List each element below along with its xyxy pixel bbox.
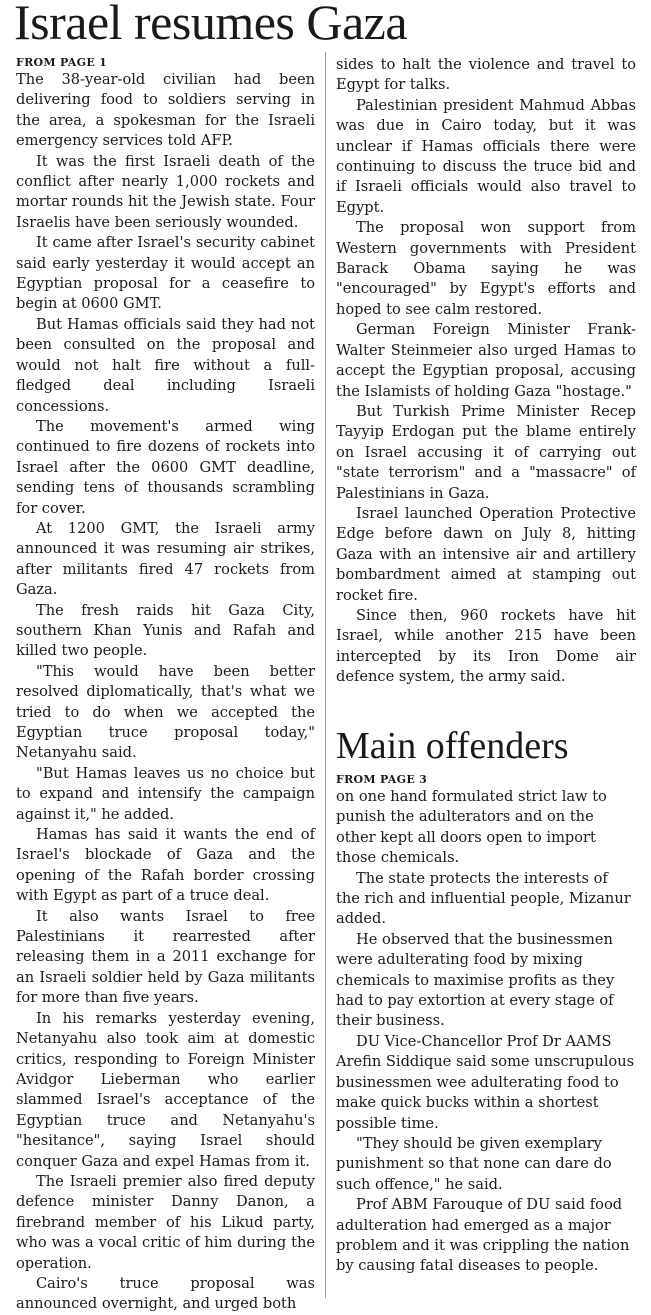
continuation-kicker: FROM PAGE 1 bbox=[16, 56, 108, 69]
article-paragraph: sides to halt the violence and travel to Egypt for talks. bbox=[336, 56, 636, 94]
second-story-headline: Main offenders bbox=[336, 725, 569, 767]
story-headline: Israel resumes Gaza bbox=[14, 0, 408, 50]
article-paragraph: At 1200 GMT, the Israeli army announced it was resuming air strikes, after militants fired 47 rockets from Gaza. bbox=[16, 519, 315, 599]
article-paragraph: The Israeli premier also fired deputy defence minister Danny Danon, a firebrand member of his Likud party, who was a vocal critic of him during the operation. bbox=[16, 1172, 315, 1272]
article-paragraph: But Turkish Prime Minister Recep Tayyip Erdogan put the blame entirely on Israel accusing it of carrying out "state terrorism" and a "massacre" of Palestinians in Gaza. bbox=[336, 402, 636, 502]
article-paragraph: It was the first Israeli death of the conflict after nearly 1,000 rockets and mortar rounds hit the Jewish state. Four Israelis have been seriously wounded. bbox=[16, 152, 315, 231]
article-paragraph: DU Vice-Chancellor Prof Dr AAMS Arefin Siddique said some unscrupulous businessmen wee adulterating food to make quick bucks within a shortest possible time. bbox=[336, 1032, 635, 1132]
article-paragraph: It came after Israel's security cabinet said early yesterday it would accept an Egyptian proposal for a ceasefire to begin at 0600 GMT. bbox=[16, 234, 315, 313]
story-left-column bbox=[16, 55, 315, 1313]
article-paragraph: The state protects the interests of the rich and influential people, Mizanur added. bbox=[336, 869, 631, 928]
article-paragraph: He observed that the businessmen were adulterating food by mixing chemicals to maximise profits as they had to pay extortion at every stage of their business. bbox=[336, 930, 615, 1030]
article-paragraph: on one hand formulated strict law to punish the adulterators and on the other kept all doors open to import those chemicals. bbox=[336, 788, 607, 867]
article-paragraph: Since then, 960 rockets have hit Israel, while another 215 have been intercepted by its Iron Dome air defence system, the army said. bbox=[336, 606, 636, 686]
article-paragraph: "This would have been better resolved diplomatically, that's what we tried to do when we accepted the Egyptian truce proposal today," Netanyahu said. bbox=[16, 662, 315, 762]
article-paragraph: Israel launched Operation Protective Edge before dawn on July 8, hitting Gaza with an intensive air and artillery bombardment aimed at stamping out rocket fire. bbox=[336, 504, 636, 604]
article-paragraph: Palestinian president Mahmud Abbas was due in Cairo today, but it was unclear if Hamas officials there were continuing to discuss the truce bid and if Israeli officials would also travel to Egypt. bbox=[336, 96, 636, 216]
article-paragraph: The movement's armed wing continued to fire dozens of rockets into Israel after the 0600 GMT deadline, sending tens of thousands scrambling for cover. bbox=[16, 417, 315, 517]
article-paragraph: "But Hamas leaves us no choice but to expand and intensify the campaign against it," he added. bbox=[16, 764, 315, 823]
article-paragraph: In his remarks yesterday evening, Netanyahu also took aim at domestic critics, responding to Foreign Minister Avidgor Lieberman who earlier slammed Israel's acceptance of the Egyptian truce and Netanyahu's "hesitance", saying Israel should conquer Gaza and expel Hamas from it. bbox=[16, 1009, 315, 1170]
article-paragraph: It also wants Israel to free Palestinians it rearrested after releasing them in a 2011 exchange for an Israeli soldier held by Gaza militants for more than five years. bbox=[16, 907, 315, 1007]
second-story bbox=[336, 722, 636, 1298]
article-paragraph: But Hamas officials said they had not been consulted on the proposal and would not halt fire without a full-fledged deal including Israeli concessions. bbox=[16, 315, 315, 415]
article-paragraph: Cairo's truce proposal was announced overnight, and urged both bbox=[16, 1274, 315, 1313]
article-paragraph: "They should be given exemplary punishment so that none can dare do such offence," he said. bbox=[336, 1134, 612, 1193]
article-paragraph: The fresh raids hit Gaza City, southern Khan Yunis and Rafah and killed two people. bbox=[16, 601, 315, 660]
article-paragraph: The 38-year-old civilian had been delivering food to soldiers serving in the area, a spokesman for the Israeli emergency services told AFP. bbox=[16, 71, 315, 150]
column-divider bbox=[325, 52, 326, 1298]
article-paragraph: Hamas has said it wants the end of Israel's blockade of Gaza and the opening of the Rafah border crossing with Egypt as part of a truce deal. bbox=[16, 826, 315, 905]
story-right-column bbox=[336, 55, 636, 715]
article-paragraph: Prof ABM Farouque of DU said food adulteration had emerged as a major problem and it was crippling the nation by causing fatal diseases to people. bbox=[336, 1196, 630, 1275]
article-paragraph: German Foreign Minister Frank-Walter Steinmeier also urged Hamas to accept the Egyptian proposal, accusing the Islamists of holding Gaza "hostage." bbox=[336, 321, 636, 400]
article-paragraph: The proposal won support from Western governments with President Barack Obama saying he was "encouraged" by Egypt's efforts and hoped to see calm restored. bbox=[336, 219, 636, 318]
continuation-kicker: FROM PAGE 3 bbox=[336, 773, 428, 786]
